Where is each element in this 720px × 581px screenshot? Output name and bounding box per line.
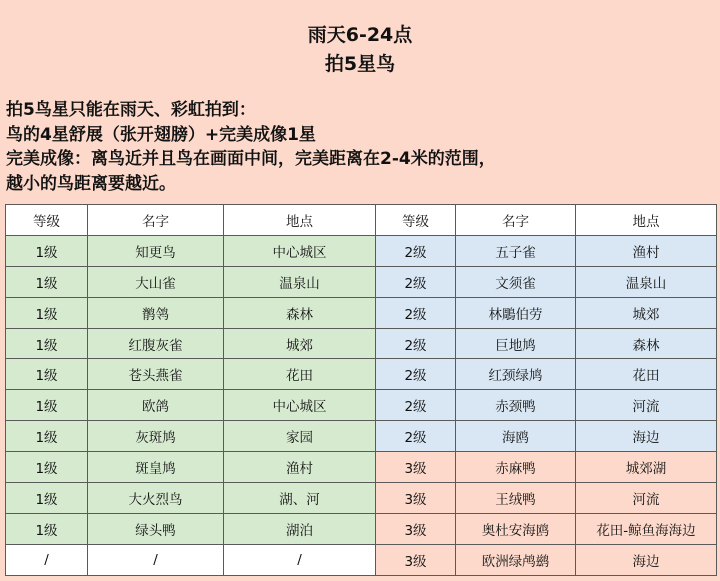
- left-location-cell: 森林: [224, 297, 376, 328]
- header-cell-name: 名字: [88, 205, 224, 236]
- description: [6, 98, 711, 196]
- desc-line-2: 鸟的4星舒展（张开翅膀）+完美成像1星: [6, 124, 316, 145]
- right-level-cell: 2级: [376, 359, 456, 390]
- right-level-cell: 2级: [376, 235, 456, 266]
- right-location-cell: 城郊湖: [576, 452, 717, 483]
- desc-line-4: 越小的鸟距离要越近。: [6, 173, 176, 194]
- left-level-cell: 1级: [6, 483, 88, 514]
- right-level-cell: 3级: [376, 452, 456, 483]
- left-location-cell: /: [224, 544, 376, 575]
- right-name-cell: 王绒鸭: [456, 483, 576, 514]
- left-location-cell: 中心城区: [224, 235, 376, 266]
- left-name-cell: 红腹灰雀: [88, 328, 224, 359]
- header-cell-location: 地点: [576, 205, 717, 236]
- left-location-cell: 中心城区: [224, 390, 376, 421]
- table-row: [6, 359, 717, 390]
- right-name-cell: 赤麻鸭: [456, 452, 576, 483]
- table-header-row: [6, 205, 717, 236]
- left-location-cell: 湖泊: [224, 513, 376, 544]
- title-line-2: 拍5星鸟: [324, 53, 396, 75]
- table-row: [6, 328, 717, 359]
- left-level-cell: 1级: [6, 513, 88, 544]
- header-cell-level: 等级: [6, 205, 88, 236]
- table-row: [6, 483, 717, 514]
- left-location-cell: 渔村: [224, 452, 376, 483]
- right-level-cell: 3级: [376, 513, 456, 544]
- right-level-cell: 2级: [376, 297, 456, 328]
- table-row: [6, 452, 717, 483]
- bird-table: [5, 204, 717, 576]
- right-location-cell: 河流: [576, 390, 717, 421]
- left-name-cell: 大山雀: [88, 266, 224, 297]
- title-line-1: 雨天6-24点: [307, 24, 413, 46]
- left-level-cell: 1级: [6, 235, 88, 266]
- right-location-cell: 森林: [576, 328, 717, 359]
- right-level-cell: 2级: [376, 266, 456, 297]
- left-location-cell: 花田: [224, 359, 376, 390]
- left-level-cell: /: [6, 544, 88, 575]
- right-level-cell: 3级: [376, 483, 456, 514]
- left-level-cell: 1级: [6, 266, 88, 297]
- right-location-cell: 海边: [576, 544, 717, 575]
- left-level-cell: 1级: [6, 421, 88, 452]
- table-row: [6, 266, 717, 297]
- right-name-cell: 奥杜安海鸥: [456, 513, 576, 544]
- table-row: [6, 297, 717, 328]
- header-cell-location: 地点: [224, 205, 376, 236]
- left-level-cell: 1级: [6, 452, 88, 483]
- left-name-cell: 灰斑鸠: [88, 421, 224, 452]
- right-location-cell: 花田-鲸鱼海海边: [576, 513, 717, 544]
- right-level-cell: 2级: [376, 421, 456, 452]
- right-name-cell: 林鵰伯劳: [456, 297, 576, 328]
- right-name-cell: 文须雀: [456, 266, 576, 297]
- desc-line-1: 拍5鸟星只能在雨天、彩虹拍到：: [6, 100, 256, 120]
- left-level-cell: 1级: [6, 390, 88, 421]
- left-name-cell: 绿头鸭: [88, 513, 224, 544]
- right-name-cell: 红颈绿鸠: [456, 359, 576, 390]
- left-location-cell: 城郊: [224, 328, 376, 359]
- right-name-cell: 巨地鸠: [456, 328, 576, 359]
- left-name-cell: 欧鸽: [88, 390, 224, 421]
- left-location-cell: 湖、河: [224, 483, 376, 514]
- header-cell-name: 名字: [456, 205, 576, 236]
- right-name-cell: 海鸥: [456, 421, 576, 452]
- table-row: [6, 235, 717, 266]
- table-row: [6, 390, 717, 421]
- left-location-cell: 家园: [224, 421, 376, 452]
- left-name-cell: 鹡鸰: [88, 297, 224, 328]
- left-name-cell: 斑皇鸠: [88, 452, 224, 483]
- right-level-cell: 3级: [376, 544, 456, 575]
- right-location-cell: 河流: [576, 483, 717, 514]
- left-level-cell: 1级: [6, 328, 88, 359]
- right-location-cell: 花田: [576, 359, 717, 390]
- left-location-cell: 温泉山: [224, 266, 376, 297]
- left-name-cell: /: [88, 544, 224, 575]
- table-row: [6, 421, 717, 452]
- right-level-cell: 2级: [376, 390, 456, 421]
- left-name-cell: 知更鸟: [88, 235, 224, 266]
- left-name-cell: 苍头燕雀: [88, 359, 224, 390]
- header-cell-level: 等级: [376, 205, 456, 236]
- table-row: [6, 544, 717, 575]
- right-location-cell: 城郊: [576, 297, 717, 328]
- right-name-cell: 五子雀: [456, 235, 576, 266]
- right-name-cell: 赤颈鸭: [456, 390, 576, 421]
- right-location-cell: 渔村: [576, 235, 717, 266]
- left-name-cell: 大火烈鸟: [88, 483, 224, 514]
- right-name-cell: 欧洲绿鸬鹚: [456, 544, 576, 575]
- left-level-cell: 1级: [6, 359, 88, 390]
- right-location-cell: 海边: [576, 421, 717, 452]
- desc-line-3: 完美成像：离鸟近并且鸟在画面中间，完美距离在2-4米的范围，: [6, 149, 496, 169]
- left-level-cell: 1级: [6, 297, 88, 328]
- right-level-cell: 2级: [376, 328, 456, 359]
- right-location-cell: 温泉山: [576, 266, 717, 297]
- header-panel: [0, 0, 720, 204]
- table-row: [6, 513, 717, 544]
